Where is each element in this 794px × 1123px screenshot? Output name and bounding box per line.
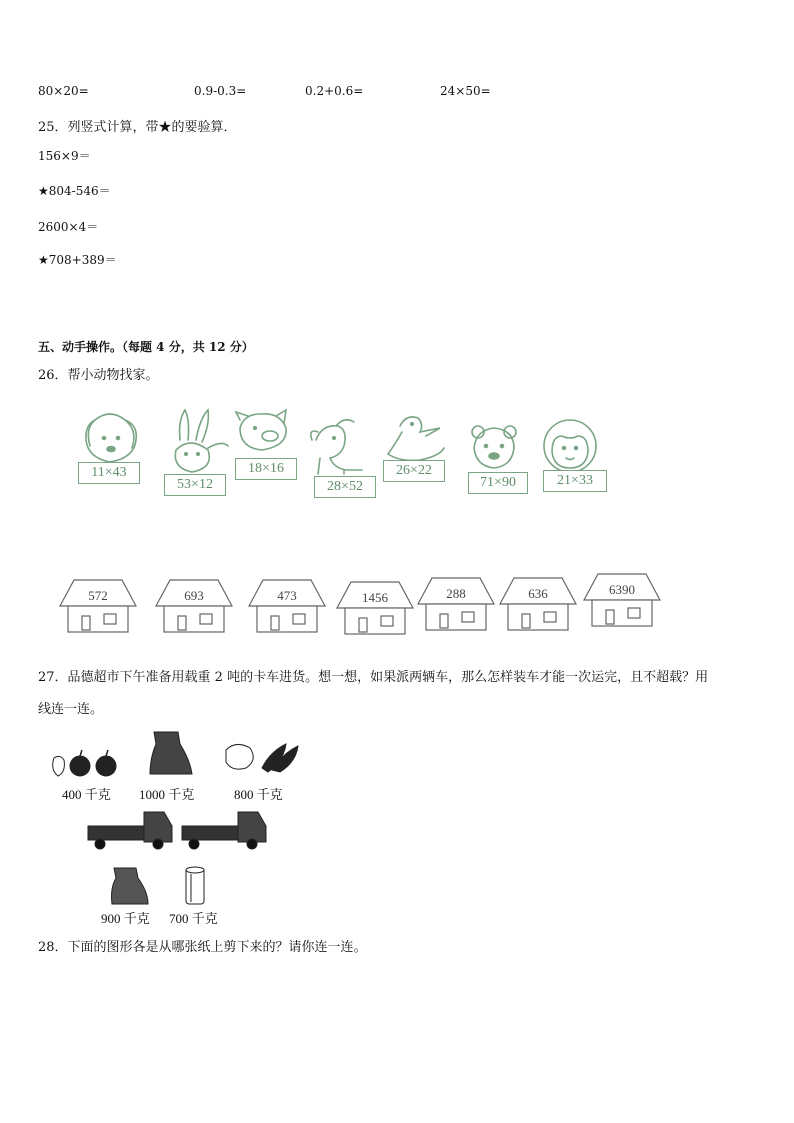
q25-title: 25．列竖式计算，带★的要验算． [38,120,237,135]
truck-icon [88,812,172,849]
house-number: 6390 [609,582,635,597]
house-number: 636 [528,586,548,601]
q25-item-3: 2600×4＝ [38,220,99,234]
animal-card-goat: 28×52 [314,476,376,498]
q27-line2: 线连一连。 [38,702,104,717]
weight-label-fruit: 400 千克 [62,787,111,802]
weight-label-small-sack: 900 千克 [101,911,150,926]
q25-item-4: ★708+389＝ [38,253,117,267]
expr-0.9-0.3: 0.9-0.3= [194,84,247,98]
expr-80x20: 80×20= [38,84,89,98]
weight-label-vegetables: 800 千克 [234,787,283,802]
house-number: 1456 [362,590,388,605]
truck-icon [182,812,266,849]
fruit-icon [53,750,116,776]
q25-item-1: 156×9＝ [38,149,91,163]
animal-card-pig: 18×16 [235,458,297,480]
weight-label-sack: 1000 千克 [139,787,195,802]
q25-item-2: ★804-546＝ [38,184,111,198]
q26-title: 26．帮小动物找家。 [38,368,159,383]
expr-0.2+0.6: 0.2+0.6= [305,84,364,98]
vegetables-icon [226,744,298,772]
expr-24x50: 24×50= [440,84,491,98]
q27-line1: 27．品德超市下午准备用载重 2 吨的卡车进货。想一想，如果派两辆车，那么怎样装车才能一次运完，且不超载？用 [38,670,709,685]
animal-card-bear: 71×90 [468,472,528,494]
house-number: 693 [184,588,204,603]
animal-card-rabbit: 53×12 [164,474,226,496]
house-number: 572 [88,588,108,603]
house-number: 288 [446,586,466,601]
sack-icon [150,732,192,774]
q28-title: 28．下面的图形各是从哪张纸上剪下来的？请你连一连。 [38,940,367,955]
animal-card-dog: 11×43 [78,462,140,484]
animal-card-monkey: 21×33 [543,470,607,492]
barrel-icon [186,867,204,904]
weight-label-barrel: 700 千克 [169,911,218,926]
sack-icon [112,868,149,904]
house-number: 473 [277,588,297,603]
animal-card-duck: 26×22 [383,460,445,482]
section5-title: 五、动手操作。（每题 4 分，共 12 分） [38,340,254,354]
